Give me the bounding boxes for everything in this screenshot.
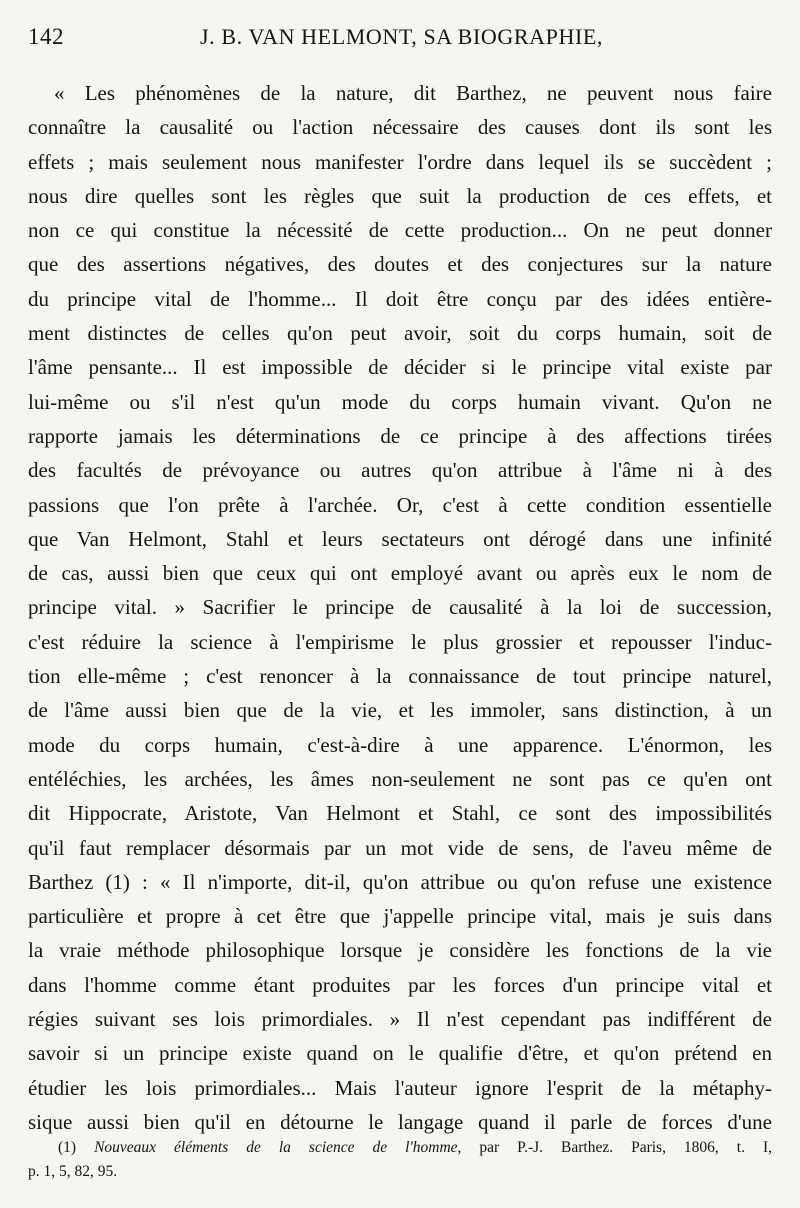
page-number: 142 — [28, 24, 64, 49]
running-head: J. B. VAN HELMONT, SA BIOGRAPHIE, — [200, 24, 604, 49]
text-line: sique aussi bien qu'il en détourne le langage quand il parle de forces d'une — [28, 1109, 772, 1134]
body-text — [28, 76, 772, 1139]
footnote-title: Nouveaux éléments de la science de l'homme — [94, 1139, 458, 1156]
text-line: particulière et propre à cet être que j'appelle principe vital, mais je suis dans — [28, 904, 772, 929]
text-line: entéléchies, les archées, les âmes non-seulement ne sont pas ce qu'en ont — [28, 766, 772, 791]
text-line: de cas, aussi bien que ceux qui ont employé avant ou après eux le nom de — [28, 561, 772, 586]
text-line: du principe vital de l'homme... Il doit être conçu par des idées entière- — [28, 286, 772, 311]
text-line: « Les phénomènes de la nature, dit Barthez, ne peuvent nous faire — [54, 81, 772, 105]
text-line: passions que l'on prête à l'archée. Or, c'est à cette condition essentielle — [28, 492, 772, 517]
text-line: effets ; mais seulement nous manifester l'ordre dans lequel ils se succèdent ; — [28, 149, 772, 174]
text-line: étudier les lois primordiales... Mais l'auteur ignore l'esprit de la métaphy- — [28, 1075, 772, 1100]
text-line: rapporte jamais les déterminations de ce principe à des affections tirées — [28, 423, 772, 448]
text-line: connaître la causalité ou l'action nécessaire des causes dont ils sont les — [28, 115, 772, 140]
text-line: principe vital. » Sacrifier le principe de causalité à la loi de succession, — [28, 595, 772, 620]
text-line: des facultés de prévoyance ou autres qu'on attribue à l'âme ni à des — [28, 458, 772, 483]
footnote-citation: , par P.-J. Barthez. Paris, 1806, t. I, — [457, 1139, 773, 1156]
text-line: l'âme pensante... Il est impossible de décider si le principe vital existe par — [28, 355, 772, 380]
text-line: Barthez (1) : « Il n'importe, dit-il, qu'on attribue ou qu'on refuse une existence — [28, 869, 772, 894]
text-line: qu'il faut remplacer désormais par un mot vide de sens, de l'aveu même de — [28, 835, 772, 860]
footnote-line — [28, 1136, 772, 1160]
text-line: dans l'homme comme étant produites par les forces d'un principe vital et — [28, 972, 772, 997]
text-line: de l'âme aussi bien que de la vie, et les immoler, sans distinction, à un — [28, 698, 772, 723]
text-line: lui-même ou s'il n'est qu'un mode du corps humain vivant. Qu'on ne — [28, 389, 772, 414]
footnote — [28, 1136, 772, 1184]
text-line: la vraie méthode philosophique lorsque je considère les fonctions de la vie — [28, 938, 772, 963]
text-line: mode du corps humain, c'est-à-dire à une apparence. L'énormon, les — [28, 732, 772, 757]
page-header — [28, 24, 772, 64]
text-line: régies suivant ses lois primordiales. » Il n'est cependant pas indifférent de — [28, 1007, 772, 1032]
text-line: c'est réduire la science à l'empirisme le plus grossier et repousser l'induc- — [28, 629, 772, 654]
text-line: ment distinctes de celles qu'on peut avoir, soit du corps humain, soit de — [28, 321, 772, 346]
text-line: dit Hippocrate, Aristote, Van Helmont et Stahl, ce sont des impossibilités — [28, 801, 772, 826]
text-line: non ce qui constitue la nécessité de cette production... On ne peut donner — [28, 218, 772, 243]
text-line: nous dire quelles sont les règles que suit la production de ces effets, et — [28, 183, 772, 208]
text-line: que Van Helmont, Stahl et leurs sectateurs ont dérogé dans une infinité — [28, 526, 772, 551]
text-line: savoir si un principe existe quand on le qualifie d'être, et qu'on prétend en — [28, 1041, 772, 1066]
text-line: tion elle-même ; c'est renoncer à la connaissance de tout principe naturel, — [28, 664, 772, 689]
footnote-marker: (1) — [58, 1139, 77, 1156]
footnote-pages: p. 1, 5, 82, 95. — [28, 1163, 118, 1180]
text-line: que des assertions négatives, des doutes et des conjectures sur la nature — [28, 252, 772, 277]
